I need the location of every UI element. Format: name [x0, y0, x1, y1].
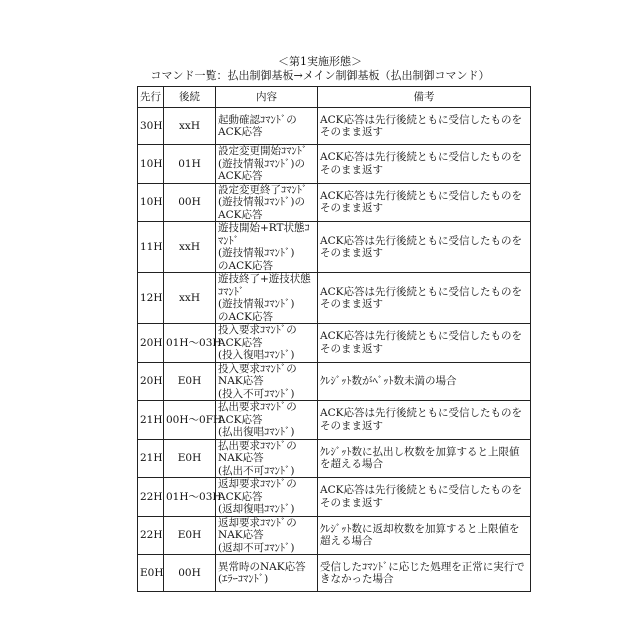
cell-note: ACK応答は先行後続ともに受信したものを そのまま返す [318, 145, 531, 184]
table-row [138, 555, 531, 592]
table-row [138, 324, 531, 363]
cell-note: ACK応答は先行後続ともに受信したものを そのまま返す [318, 183, 531, 222]
cell-follow: xxH [164, 273, 216, 324]
cell-note: ACK応答は先行後続ともに受信したものを そのまま返す [318, 273, 531, 324]
cell-content: 異常時のNAK応答 (ｴﾗｰｺﾏﾝﾄﾞ) [216, 555, 318, 592]
cell-content: 払出要求ｺﾏﾝﾄﾞの ACK応答 (払出復唱ｺﾏﾝﾄﾞ) [216, 401, 318, 440]
cell-content: 払出要求ｺﾏﾝﾄﾞの NAK応答 (払出不可ｺﾏﾝﾄﾞ) [216, 439, 318, 478]
cell-lead: 10H [138, 183, 164, 222]
cell-note: ｸﾚｼﾞｯﾄ数に返却枚数を加算すると上限値を 超える場合 [318, 516, 531, 555]
cell-lead: 11H [138, 222, 164, 273]
cell-follow: E0H [164, 439, 216, 478]
cell-note: ACK応答は先行後続ともに受信したものを そのまま返す [318, 478, 531, 517]
cell-note: ACK応答は先行後続ともに受信したものを そのまま返す [318, 108, 531, 145]
table-row [138, 516, 531, 555]
table-row [138, 478, 531, 517]
cell-content: 遊技開始+RT状態ｺﾏﾝﾄﾞ (遊技情報ｺﾏﾝﾄﾞ) のACK応答 [216, 222, 318, 273]
table-row [138, 222, 531, 273]
cell-lead: 21H [138, 439, 164, 478]
cell-lead: 12H [138, 273, 164, 324]
cell-content: 設定変更終了ｺﾏﾝﾄﾞ (遊技情報ｺﾏﾝﾄﾞ)の ACK応答 [216, 183, 318, 222]
table-row [138, 183, 531, 222]
command-table [137, 86, 531, 592]
cell-lead: E0H [138, 555, 164, 592]
table-row [138, 401, 531, 440]
cell-lead: 22H [138, 516, 164, 555]
cell-follow: 01H～03H [164, 324, 216, 363]
table-header-row [138, 87, 531, 108]
cell-follow: xxH [164, 222, 216, 273]
document-title: ＜第1実施形態＞ [0, 55, 640, 68]
table-row [138, 108, 531, 145]
cell-note: ACK応答は先行後続ともに受信したものを そのまま返す [318, 324, 531, 363]
cell-note: ACK応答は先行後続ともに受信したものを そのまま返す [318, 401, 531, 440]
cell-note: ACK応答は先行後続ともに受信したものを そのまま返す [318, 222, 531, 273]
cell-content: 起動確認ｺﾏﾝﾄﾞの ACK応答 [216, 108, 318, 145]
header-lead: 先行 [138, 87, 164, 108]
cell-lead: 20H [138, 362, 164, 401]
header-note: 備考 [318, 87, 531, 108]
command-list-subtitle: コマンド一覧：払出制御基板→メイン制御基板（払出制御コマンド） [0, 69, 640, 82]
cell-content: 設定変更開始ｺﾏﾝﾄﾞ (遊技情報ｺﾏﾝﾄﾞ)の ACK応答 [216, 145, 318, 184]
cell-lead: 30H [138, 108, 164, 145]
cell-follow: E0H [164, 516, 216, 555]
cell-follow: 01H～03H [164, 478, 216, 517]
cell-note: ｸﾚｼﾞｯﾄ数に払出し枚数を加算すると上限値 を超える場合 [318, 439, 531, 478]
cell-follow: 01H [164, 145, 216, 184]
cell-content: 返却要求ｺﾏﾝﾄﾞの NAK応答 (返却不可ｺﾏﾝﾄﾞ) [216, 516, 318, 555]
table-row [138, 439, 531, 478]
cell-follow: 00H [164, 555, 216, 592]
cell-follow: E0H [164, 362, 216, 401]
header-follow: 後続 [164, 87, 216, 108]
cell-lead: 22H [138, 478, 164, 517]
cell-lead: 10H [138, 145, 164, 184]
cell-content: 投入要求ｺﾏﾝﾄﾞの ACK応答 (投入復唱ｺﾏﾝﾄﾞ) [216, 324, 318, 363]
cell-follow: xxH [164, 108, 216, 145]
cell-note: ｸﾚｼﾞｯﾄ数がﾍﾞｯﾄ数未満の場合 [318, 362, 531, 401]
cell-content: 遊技終了+遊技状態ｺﾏﾝﾄﾞ (遊技情報ｺﾏﾝﾄﾞ) のACK応答 [216, 273, 318, 324]
header-content: 内容 [216, 87, 318, 108]
table-row [138, 273, 531, 324]
cell-lead: 20H [138, 324, 164, 363]
table-row [138, 145, 531, 184]
table-row [138, 362, 531, 401]
cell-lead: 21H [138, 401, 164, 440]
cell-follow: 00H [164, 183, 216, 222]
cell-note: 受信したｺﾏﾝﾄﾞに応じた処理を正常に実行で きなかった場合 [318, 555, 531, 592]
cell-content: 返却要求ｺﾏﾝﾄﾞの ACK応答 (返却復唱ｺﾏﾝﾄﾞ) [216, 478, 318, 517]
cell-follow: 00H～0FH [164, 401, 216, 440]
cell-content: 投入要求ｺﾏﾝﾄﾞの NAK応答 (投入不可ｺﾏﾝﾄﾞ) [216, 362, 318, 401]
